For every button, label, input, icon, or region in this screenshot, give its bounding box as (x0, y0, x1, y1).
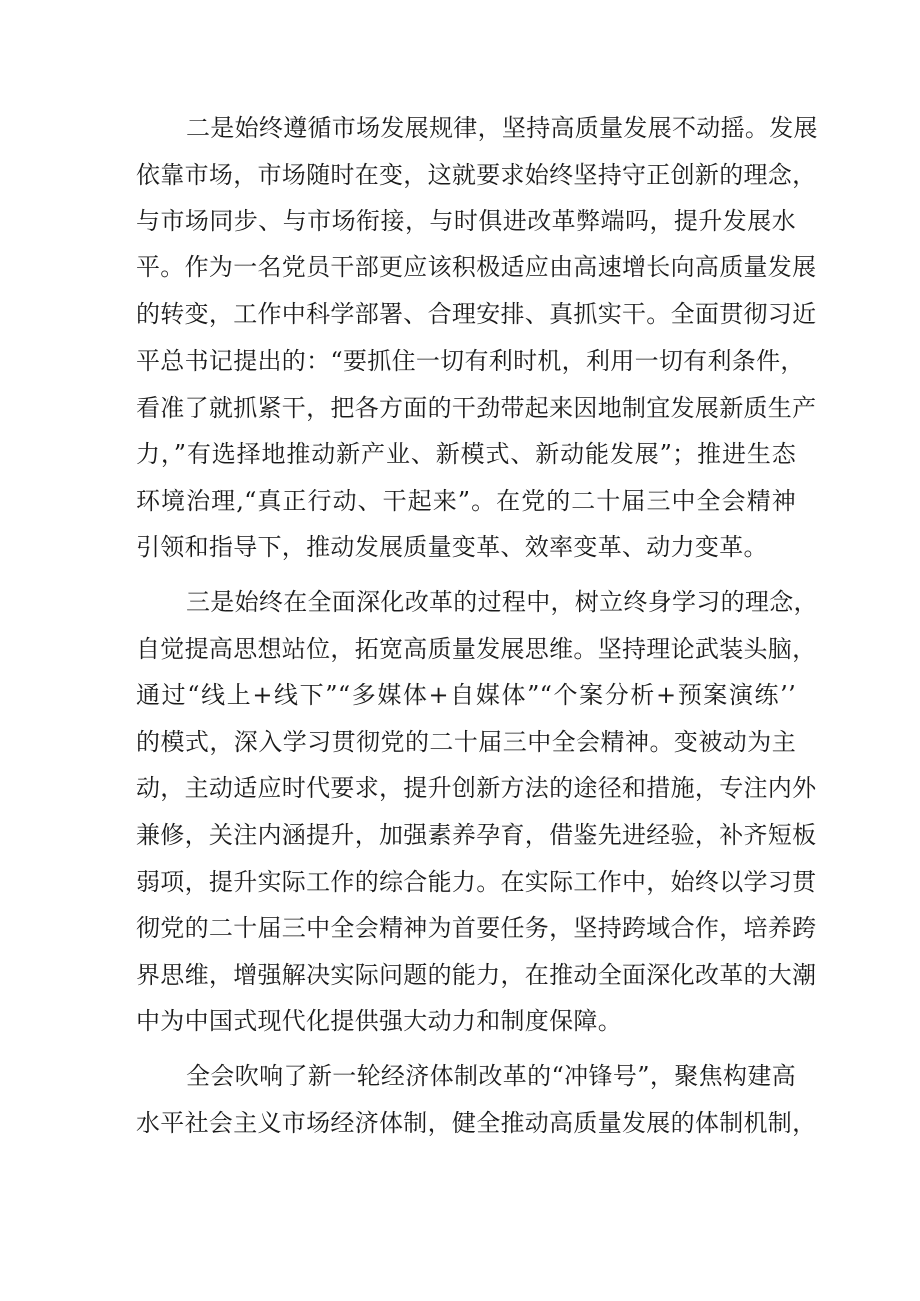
paragraph-1-line-2: 依靠市场，市场随时在变，这就要求始终坚持守正创新的理念， (136, 161, 817, 189)
paragraph-1-line-8: 力，”有选择地推动新产业、新模式、新动能发展”；推进生态 (136, 440, 796, 468)
paragraph-1-line-10: 引领和指导下，推动发展质量变革、效率变革、动力变革。 (136, 533, 768, 561)
paragraph-3-line-1: 全会吹响了新一轮经济体制改革的“冲锋号”，聚焦构建高 (186, 1062, 796, 1090)
paragraph-2-line-2: 自觉提高思想站位，拓宽高质量发展思维。坚持理论武装头脑， (136, 635, 817, 663)
paragraph-2-line-7: 弱项，提升实际工作的综合能力。在实际工作中，始终以学习贯 (136, 868, 817, 896)
paragraph-1-line-9: 环境治理,“真正行动、干起来”。在党的二十届三中全会精神 (136, 487, 796, 515)
paragraph-3-line-2: 水平社会主义市场经济体制，健全推动高质量发展的体制机制， (136, 1109, 817, 1137)
paragraph-2-line-3: 通过“线上+线下”“多媒体+自媒体”“个案分析+预案演练’’ (136, 681, 796, 709)
paragraph-2-line-9: 界思维，增强解决实际问题的能力，在推动全面深化改革的大潮 (136, 961, 817, 989)
paragraph-2-line-5: 动，主动适应时代要求，提升创新方法的途径和措施，专注内外 (136, 774, 817, 802)
paragraph-1-line-1: 二是始终遵循市场发展规律，坚持高质量发展不动摇。发展 (186, 114, 818, 142)
paragraph-1-line-7: 看准了就抓紧干，把各方面的干劲带起来因地制宜发展新质生产 (136, 394, 817, 422)
paragraph-2-line-10: 中为中国式现代化提供强大动力和制度保障。 (136, 1007, 622, 1035)
paragraph-1-line-3: 与市场同步、与市场衔接，与时俱进改革弊端吗，提升发展水 (136, 207, 796, 235)
paragraph-2-line-1: 三是始终在全面深化改革的过程中，树立终身学习的理念， (186, 588, 818, 616)
paragraph-2-line-6: 兼修，关注内涵提升，加强素养孕育，借鉴先进经验，补齐短板 (136, 821, 817, 849)
paragraph-1-line-5: 的转变，工作中科学部署、合理安排、真抓实干。全面贯彻习近 (136, 300, 817, 328)
paragraph-1-line-4: 平。作为一名党员干部更应该积极适应由高速增长向高质量发展 (136, 253, 817, 281)
paragraph-2-line-8: 彻党的二十届三中全会精神为首要任务，坚持跨域合作，培养跨 (136, 914, 817, 942)
paragraph-1-line-6: 平总书记提出的：“要抓住一切有利时机，利用一切有利条件， (136, 347, 805, 375)
paragraph-2-line-4: 的模式，深入学习贯彻党的二十届三中全会精神。变被动为主 (136, 728, 796, 756)
